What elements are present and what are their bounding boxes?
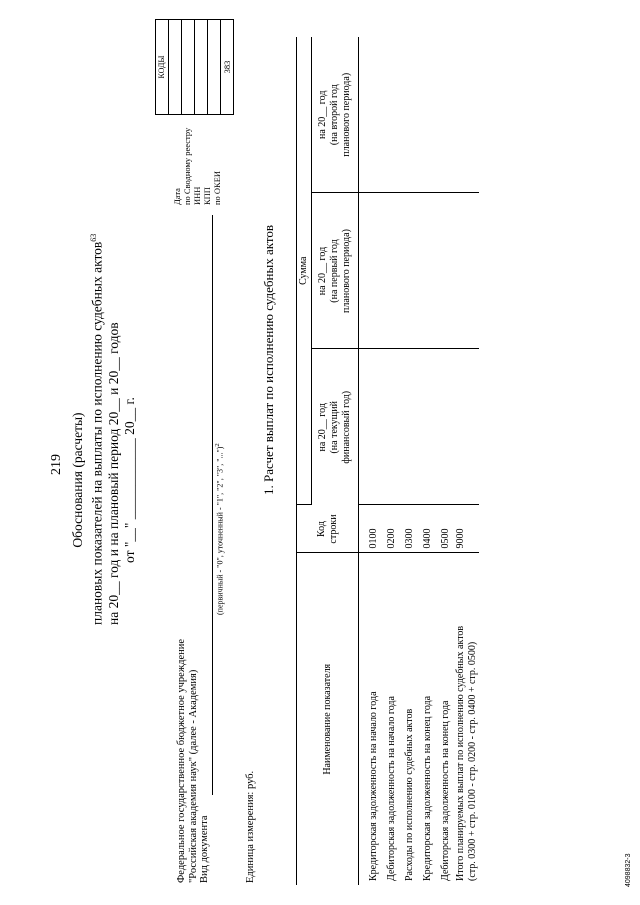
row-code: 0400 [419, 505, 437, 553]
title-line-2: плановых показателей на выплаты по исполнению судебных актов$^{63}$ [89, 233, 105, 625]
table-row [359, 37, 384, 885]
org-line-1: Федеральное государственное бюджетное учреждение [176, 638, 187, 883]
row-value-1[interactable] [419, 349, 437, 505]
row-value-1[interactable] [455, 349, 479, 505]
label-registry: по Сводному реестру [182, 127, 192, 205]
code-labels [172, 128, 222, 205]
code-kpp [208, 20, 221, 115]
org-line-2: "Российская академия наук" (далее - Академия) [187, 669, 199, 883]
row-name: Кредиторская задолженность на начало года [368, 691, 379, 881]
code-date [169, 20, 182, 115]
organization-block [176, 639, 211, 883]
row-name: Дебиторская задолженность на начало года [386, 696, 397, 881]
row-value-2[interactable] [437, 193, 455, 349]
row-value-3[interactable] [383, 37, 401, 193]
header-second-plan-year: на 20__ год (на второй год планового периода) [312, 37, 359, 193]
title-line-3: на 20__ год и на плановый период 20__ и 20__ годов [105, 322, 121, 625]
row-value-3[interactable] [359, 37, 384, 193]
row-value-2[interactable] [419, 193, 437, 349]
label-okei: по ОКЕИ [212, 170, 222, 205]
label-date: Дата [172, 188, 182, 205]
row-name: Расходы по исполнению судебных актов [404, 708, 415, 881]
row-code: 0200 [383, 505, 401, 553]
doc-type-underline [212, 215, 213, 795]
header-name: Наименование показателя [321, 663, 333, 775]
code-okei: 383 [221, 20, 234, 115]
row-value-3[interactable] [419, 37, 437, 193]
unit-of-measure: Единица измерения: руб. [245, 770, 256, 883]
row-code: 9000 [455, 505, 479, 553]
table-row [455, 37, 479, 885]
code-registry [182, 20, 195, 115]
row-code: 0100 [359, 505, 384, 553]
row-value-1[interactable] [437, 349, 455, 505]
payments-table [296, 37, 479, 885]
row-code: 0300 [401, 505, 419, 553]
doc-type-label: Вид документа [199, 815, 210, 883]
row-value-2[interactable] [359, 193, 384, 349]
row-value-1[interactable] [383, 349, 401, 505]
row-value-2[interactable] [383, 193, 401, 349]
row-value-1[interactable] [359, 349, 384, 505]
row-value-2[interactable] [401, 193, 419, 349]
title-line-1: Обоснования (расчеты) [70, 412, 85, 548]
table-row [401, 37, 419, 885]
code-inn [195, 20, 208, 115]
row-value-3[interactable] [455, 37, 479, 193]
row-value-3[interactable] [401, 37, 419, 193]
page-number: 219 [49, 454, 64, 475]
section-title: 1. Расчет выплат по исполнению судебных актов [261, 224, 276, 495]
title-footnote: 63 [89, 233, 98, 242]
table-row [437, 37, 455, 885]
row-value-1[interactable] [401, 349, 419, 505]
row-name: Кредиторская задолженность на конец года [422, 695, 433, 881]
row-name: Дебиторская задолженность на конец года [440, 700, 451, 881]
codes-header: КОДЫ [156, 20, 169, 115]
print-stamp: 4098832-3 [625, 853, 632, 887]
header-code: Код строки [297, 505, 359, 553]
label-inn: ИНН [192, 186, 202, 205]
header-first-plan-year: на 20__ год (на первый год планового периода) [312, 193, 359, 349]
title-line-4: от "__" ____________ 20__ г. [121, 397, 137, 563]
table-row [419, 37, 437, 885]
document-title [70, 233, 138, 625]
row-value-2[interactable] [455, 193, 479, 349]
table-row [383, 37, 401, 885]
header-sum: Сумма [297, 37, 312, 505]
header-current-year: на 20__ год (на текущий финансовый год) [317, 390, 352, 464]
row-name: Итого планируемых выплат по исполнению судебных актов (стр. 0300 + стр. 0100 - стр. 0200 - стр. 0400 + стр. 0500) [455, 625, 478, 881]
codes-box [155, 19, 234, 115]
label-kpp: КПП [202, 187, 212, 205]
doc-type-note: (первичный - "0", уточненный - "1", "2", "3", "...")$^2$ [214, 443, 225, 615]
row-value-3[interactable] [437, 37, 455, 193]
row-code: 0500 [437, 505, 455, 553]
